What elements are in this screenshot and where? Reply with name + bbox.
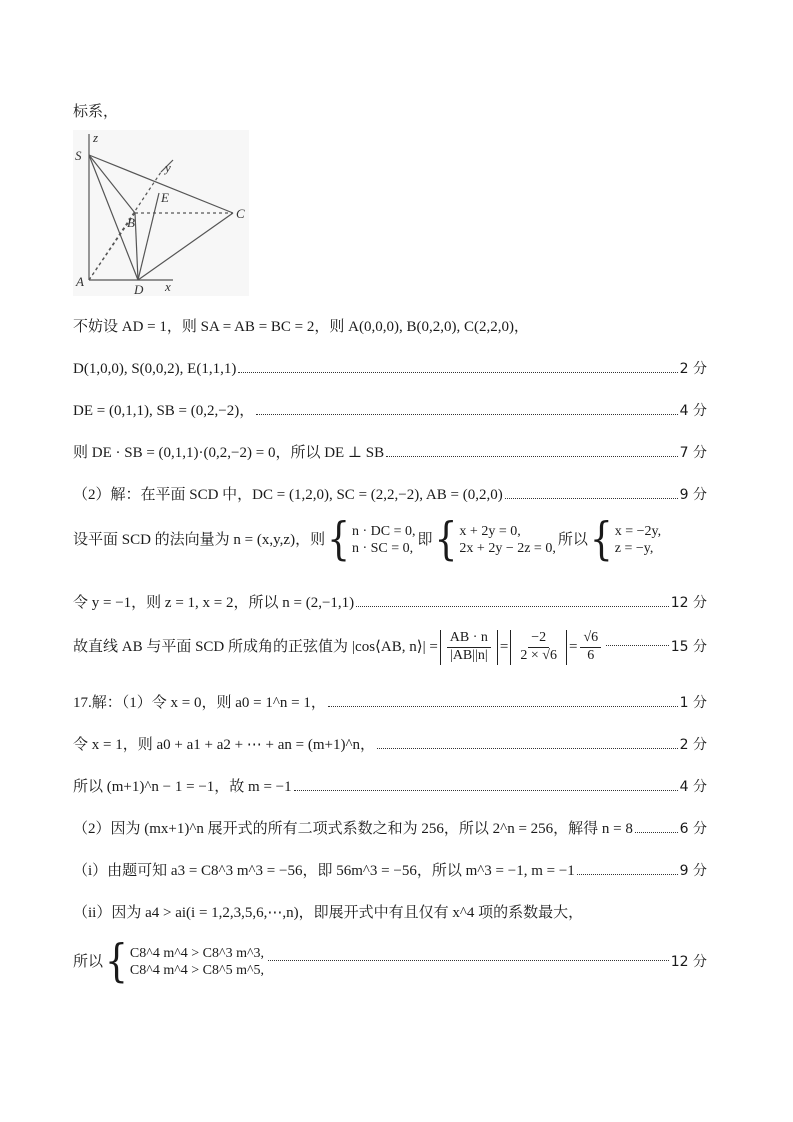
score-label: 12 分 (670, 595, 707, 611)
label-a: A (76, 274, 84, 289)
leader-dots (328, 706, 678, 707)
page-header: 标系， (73, 104, 119, 120)
leader-dots (256, 414, 677, 415)
solution-line-11: 所以 (m+1)^n − 1 = −1，故 m = −1 4 分 (73, 779, 707, 795)
solution-line-14: （ii）因为 a4 > ai(i = 1,2,3,5,6,⋯,n)，即展开式中有且仅有 x^4 项的系数最大， (73, 905, 584, 921)
score-label: 7 分 (679, 445, 707, 461)
score-label: 15 分 (670, 638, 707, 655)
pyramid-diagram (73, 130, 249, 296)
score-label: 9 分 (679, 863, 707, 879)
solution-line-6: 设平面 SCD 的法向量为 n = (x,y,z)，则 { n · DC = 0, n · SC = 0, 即 { x + 2y = 0, 2x + 2y − 2z = 0, 所以 { x = −2y, z = −y, (73, 513, 662, 565)
score-label: 6 分 (679, 821, 707, 837)
solution-line-3: DE = (0,1,1), SB = (0,2,−2)， 4 分 (73, 403, 707, 419)
score-label: 4 分 (679, 779, 707, 795)
leader-dots (356, 606, 669, 607)
score-label: 4 分 (679, 403, 707, 419)
result-fraction: $\frac{√6}{6}$ (580, 630, 601, 665)
solution-line-4: 则 DE · SB = (0,1,1)·(0,2,−2) = 0，所以 DE ⊥ SB 7 分 (73, 445, 707, 461)
leader-dots (377, 748, 678, 749)
leader-dots (294, 790, 678, 791)
leader-dots (238, 372, 677, 373)
label-d: D (134, 282, 144, 296)
leader-dots (577, 874, 678, 875)
score-label: 2 分 (679, 361, 707, 377)
leader-dots (635, 832, 678, 833)
label-s: S (75, 148, 82, 163)
label-x: x (165, 279, 171, 294)
system-solution: { x = −2y, z = −y, (589, 513, 662, 565)
leader-dots (606, 645, 669, 646)
solution-line-1: 不妨设 AD = 1，则 SA = AB = BC = 2，则 A(0,0,0), B(0,2,0), C(2,2,0)， (73, 319, 529, 335)
edge-bd (135, 213, 138, 280)
score-label: 1 分 (679, 695, 707, 711)
system-inequalities: { C8^4 m^4 > C8^3 m^3, C8^4 m^4 > C8^5 m^5, (105, 935, 265, 987)
leader-dots (505, 498, 678, 499)
solution-line-15: 所以 { C8^4 m^4 > C8^3 m^3, C8^4 m^4 > C8^5 m^5, 12 分 (73, 935, 707, 987)
label-y: y (165, 160, 171, 175)
solution-line-10: 令 x = 1，则 a0 + a1 + a2 + ⋯ + an = (m+1)^n， 2 分 (73, 737, 707, 753)
solution-line-7: 令 y = −1，则 z = 1, x = 2，所以 n = (2,−1,1) 12 分 (73, 595, 707, 611)
solution-line-13: （i）由题可知 a3 = C8^3 m^3 = −56，即 56m^3 = −56，所以 m^3 = −1, m = −1 9 分 (73, 863, 707, 879)
solution-line-9: 17.解：（1）令 x = 0，则 a0 = 1^n = 1， 1 分 (73, 695, 707, 711)
system-normal-vector: { n · DC = 0, n · SC = 0, (327, 513, 416, 565)
label-e: E (161, 190, 169, 205)
geometry-figure (73, 130, 249, 296)
abs-fraction-2: $\frac{-2}{2 \times √6}$ (510, 630, 567, 665)
abs-fraction-1: $\frac{AB \cdot n}{|AB||n|}$ (440, 630, 498, 665)
system-equations: { x + 2y = 0, 2x + 2y − 2z = 0, (434, 513, 556, 565)
label-b: B (127, 215, 135, 230)
leader-dots (386, 456, 678, 457)
solution-line-5: （2）解：在平面 SCD 中，DC = (1,2,0), SC = (2,2,−2), AB = (0,2,0) 9 分 (73, 487, 707, 503)
solution-line-12: （2）因为 (mx+1)^n 展开式的所有二项式系数之和为 256，所以 2^n = 256，解得 n = 8 6 分 (73, 821, 707, 837)
solution-line-8: 故直线 AB 与平面 SCD 所成角的正弦值为 |cos⟨AB, n⟩| = $\frac{AB \cdot n}{|AB||n|}$ = $\frac{-2}{2 \times √6}$ = $\frac{√6}{6}$ 15 分 (73, 630, 707, 663)
cos-lhs: |cos⟨AB, n⟩| = (352, 639, 438, 656)
solution-line-2: D(1,0,0), S(0,0,2), E(1,1,1) 2 分 (73, 361, 707, 377)
score-label: 12 分 (670, 953, 707, 970)
label-z: z (93, 130, 99, 145)
label-c: C (236, 206, 245, 221)
score-label: 2 分 (679, 737, 707, 753)
score-label: 9 分 (679, 487, 707, 503)
leader-dots (268, 960, 669, 961)
